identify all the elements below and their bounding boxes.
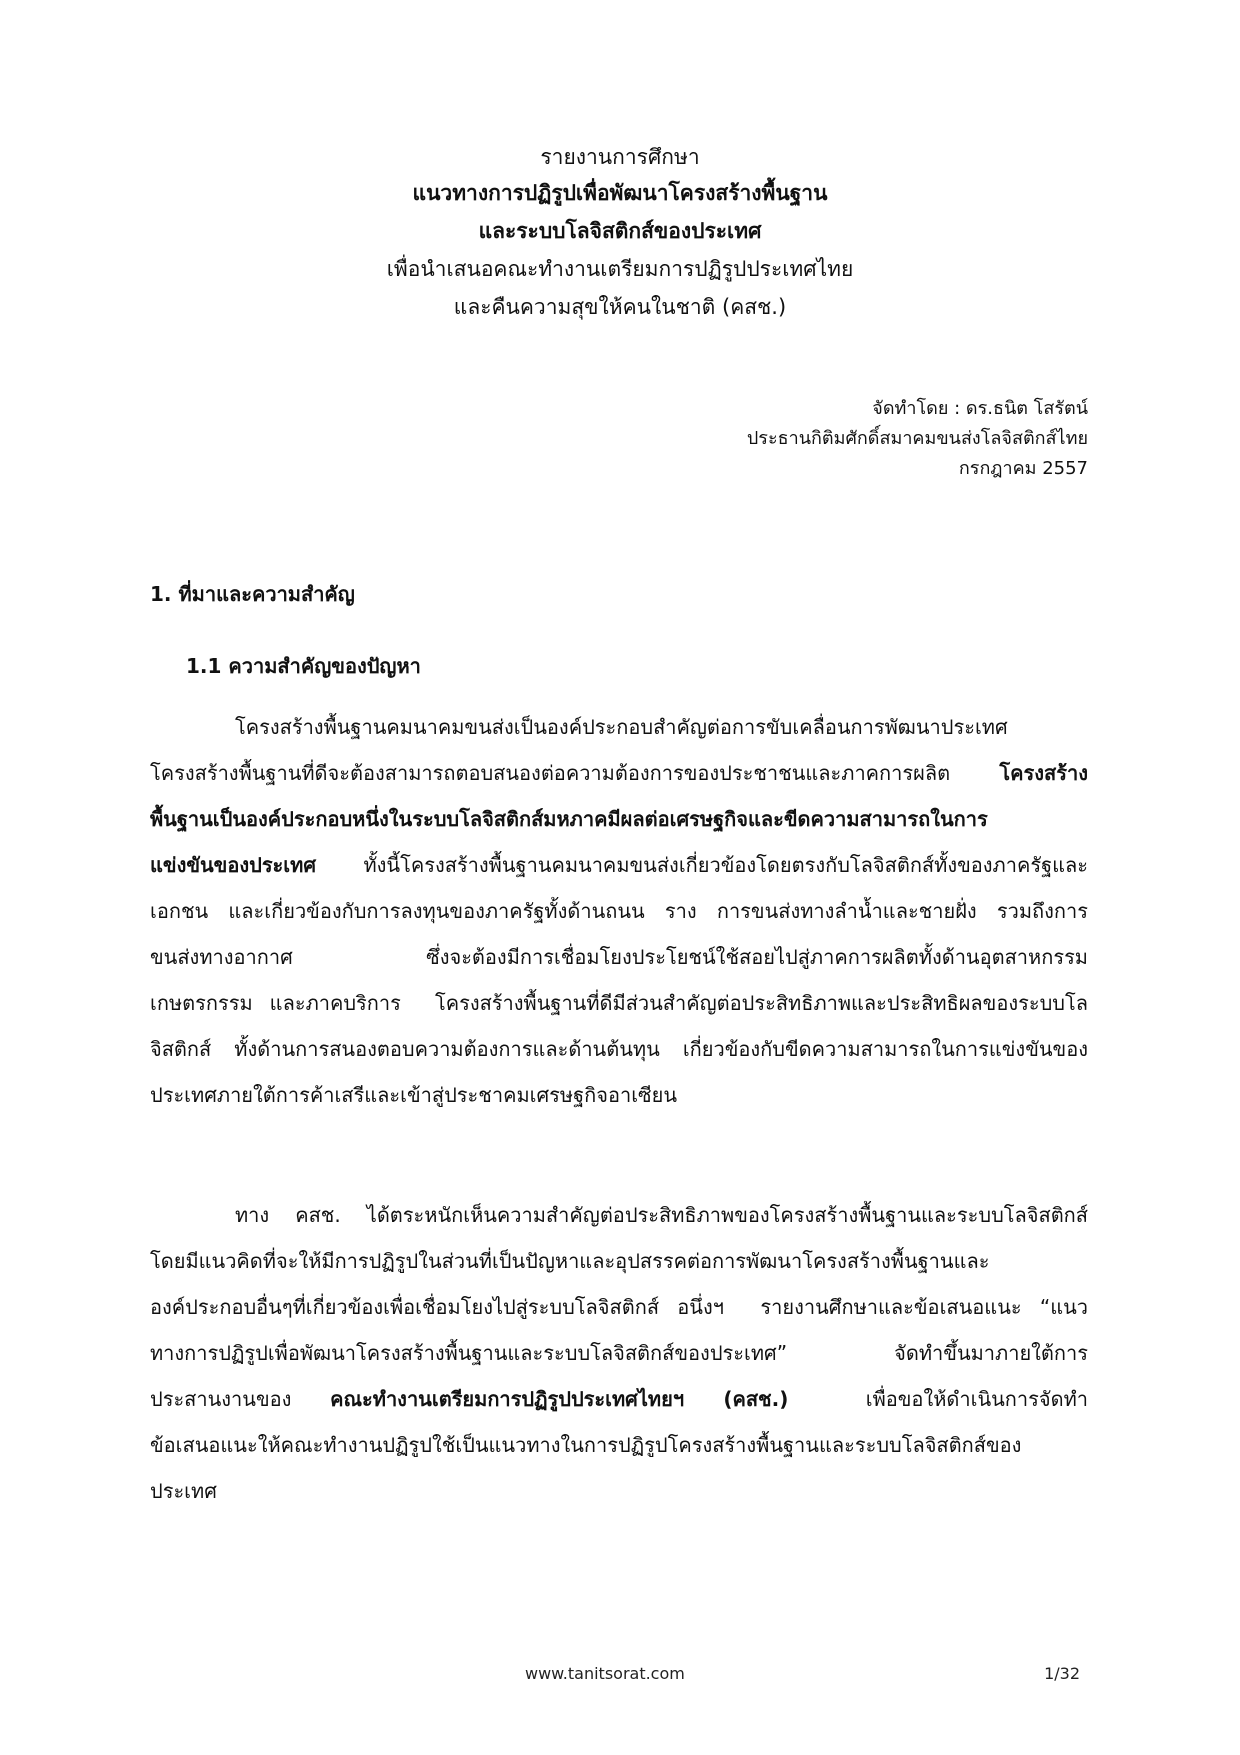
prepared-by: จัดทำโดย : ดร.ธนิต โสรัตน์ (872, 398, 1088, 419)
paragraph-line (150, 980, 1088, 1026)
paragraph-line (150, 704, 1088, 750)
paragraph-line (150, 1330, 1088, 1376)
text-run: ขนส่งทางอากาศ ซึ่งจะต้องมีการเชื่อมโยงประโยชน์ใช้สอยไปสู่ภาคการผลิตทั้งด้านอุตสาหกรรม (150, 945, 1088, 969)
paragraph-line (150, 1238, 1088, 1284)
paragraph-line (150, 750, 1088, 796)
bold-text-run: พื้นฐานเป็นองค์ประกอบหนึ่งในระบบโลจิสติกส์มหภาคมีผลต่อเศรษฐกิจและขีดความสามารถในการ (150, 807, 988, 831)
report-title-line-1: แนวทางการปฏิรูปเพื่อพัฒนาโครงสร้างพื้นฐาน (412, 181, 828, 205)
text-run: ประเทศภายใต้การค้าเสรีและเข้าสู่ประชาคมเศรษฐกิจอาเซียน (150, 1083, 678, 1107)
text-run: เพื่อขอให้ดำเนินการจัดทำ (788, 1387, 1088, 1411)
text-run: ประสานงานของ (150, 1387, 331, 1411)
text-run: โดยมีแนวคิดที่จะให้มีการปฏิรูปในส่วนที่เป็นปัญหาและอุปสรรคต่อการพัฒนาโครงสร้างพื้นฐานและ (150, 1249, 990, 1273)
text-run: เกษตรกรรม และภาคบริการ โครงสร้างพื้นฐานที่ดีมีส่วนสำคัญต่อประสิทธิภาพและประสิทธิผลของระบบโล (150, 991, 1088, 1015)
paragraph-line (150, 796, 1088, 842)
paragraph-line (150, 1072, 1088, 1118)
report-date: กรกฎาคม 2557 (958, 458, 1088, 479)
text-run: ทาง คสช. ได้ตระหนักเห็นความสำคัญต่อประสิทธิภาพของโครงสร้างพื้นฐานและระบบโลจิสติกส์ (235, 1203, 1088, 1227)
paragraph-1 (150, 704, 1088, 1118)
report-type: รายงานการศึกษา (540, 145, 700, 169)
subsection-heading: 1.1 ความสำคัญของปัญหา (186, 654, 421, 678)
report-subtitle-line-1: เพื่อนำเสนอคณะทำงานเตรียมการปฏิรูปประเทศไทย (386, 257, 854, 281)
paragraph-line (150, 1284, 1088, 1330)
paragraph-line (150, 934, 1088, 980)
text-run: องค์ประกอบอื่นๆที่เกี่ยวข้องเพื่อเชื่อมโยงไปสู่ระบบโลจิสติกส์ อนึ่งฯ รายงานศึกษาและข้อเสนอแนะ “แนว (150, 1295, 1088, 1319)
paragraph-2 (150, 1192, 1088, 1514)
paragraph-line (150, 1192, 1088, 1238)
bold-text-run: โครงสร้าง (999, 761, 1088, 785)
paragraph-line (150, 842, 1088, 888)
text-run: โครงสร้างพื้นฐานที่ดีจะต้องสามารถตอบสนองต่อความต้องการของประชาชนและภาคการผลิต (150, 761, 1000, 785)
section-heading: 1. ที่มาและความสำคัญ (150, 582, 355, 606)
author-position: ประธานกิติมศักดิ์สมาคมขนส่งโลจิสติกส์ไทย (746, 428, 1088, 449)
bold-text-run: คณะทำงานเตรียมการปฏิรูปประเทศไทยฯ (คสช.) (330, 1387, 789, 1411)
footer-website: www.tanitsorat.com (525, 1664, 685, 1683)
paragraph-line (150, 1376, 1088, 1422)
text-run: จิสติกส์ ทั้งด้านการสนองตอบความต้องการและด้านต้นทุน เกี่ยวข้องกับขีดความสามารถในการแข่งขันของ (150, 1037, 1088, 1061)
paragraph-line (150, 1468, 1088, 1514)
bold-text-run: แข่งขันของประเทศ (150, 853, 317, 877)
text-run: ทางการปฏิรูปเพื่อพัฒนาโครงสร้างพื้นฐานและระบบโลจิสติกส์ของประเทศ” จัดทำขึ้นมาภายใต้การ (150, 1341, 1088, 1365)
text-run: ประเทศ (150, 1479, 217, 1503)
text-run: เอกชน และเกี่ยวข้องกับการลงทุนของภาครัฐทั้งด้านถนน ราง การขนส่งทางลำน้ำและชายฝั่ง รวมถึงการ (150, 899, 1088, 923)
paragraph-line (150, 1026, 1088, 1072)
author-block (747, 394, 1088, 484)
text-run: ข้อเสนอแนะให้คณะทำงานปฏิรูปใช้เป็นแนวทางในการปฏิรูปโครงสร้างพื้นฐานและระบบโลจิสติกส์ของ (150, 1433, 1022, 1457)
text-run: ทั้งนี้โครงสร้างพื้นฐานคมนาคมขนส่งเกี่ยวข้องโดยตรงกับโลจิสติกส์ทั้งของภาครัฐและ (316, 853, 1088, 877)
paragraph-line (150, 1422, 1088, 1468)
report-subtitle-line-2: และคืนความสุขให้คนในชาติ (คสช.) (453, 295, 787, 319)
report-title-line-2: และระบบโลจิสติกส์ของประเทศ (478, 219, 762, 243)
text-run: โครงสร้างพื้นฐานคมนาคมขนส่งเป็นองค์ประกอบสำคัญต่อการขับเคลื่อนการพัฒนาประเทศ (235, 715, 1008, 739)
paragraph-line (150, 888, 1088, 934)
page-number: 1/32 (1044, 1664, 1080, 1683)
